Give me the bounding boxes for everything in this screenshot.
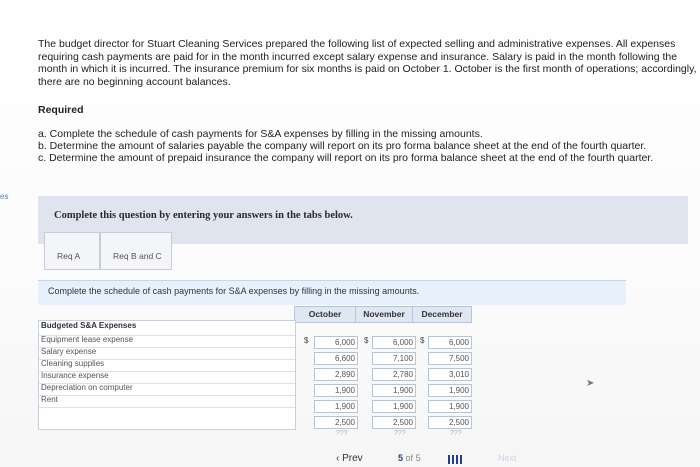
month-header-october: October <box>294 306 356 323</box>
divider <box>39 407 295 408</box>
nov-equipment-lease[interactable]: 6,000 <box>372 336 416 349</box>
dec-salary[interactable]: 7,500 <box>428 352 472 365</box>
month-header-december: December <box>412 306 472 323</box>
dec-insurance[interactable]: 1,900 <box>428 384 472 397</box>
dec-cleaning-supplies[interactable]: 3,010 <box>428 368 472 381</box>
dollar-sign: $ <box>420 336 425 345</box>
page-current: 5 <box>398 453 404 463</box>
nov-depreciation[interactable]: 1,900 <box>372 400 416 413</box>
dec-depreciation[interactable]: 1,900 <box>428 400 472 413</box>
nov-rent[interactable]: 2,500 <box>372 416 416 429</box>
total-mark: ??? <box>336 430 348 437</box>
section-title: Budgeted S&A Expenses <box>41 321 137 330</box>
tab-req-b-and-c-label: Req B and C <box>113 251 162 261</box>
row-label-depreciation: Depreciation on computer <box>41 383 133 392</box>
dec-rent[interactable]: 2,500 <box>428 416 472 429</box>
total-mark: ??? <box>450 430 462 437</box>
row-label-insurance: Insurance expense <box>41 371 109 380</box>
month-header-november: November <box>355 306 413 323</box>
page-indicator <box>398 453 421 463</box>
oct-salary[interactable]: 6,600 <box>314 352 358 365</box>
requirement-b: b. Determine the amount of salaries payable the company will report on its pro forma balance sheet at the end of the fourth quarter. <box>38 140 647 152</box>
tab-req-a[interactable] <box>44 232 100 270</box>
prev-button[interactable] <box>336 453 363 464</box>
dollar-sign: $ <box>304 336 309 345</box>
oct-insurance[interactable]: 1,900 <box>314 384 358 397</box>
row-label-rent: Rent <box>41 395 58 404</box>
next-button[interactable]: Next <box>498 453 517 463</box>
tab-req-b-and-c[interactable] <box>100 232 172 270</box>
page-of: of <box>405 453 414 463</box>
side-label: es <box>0 192 9 201</box>
requirement-a: a. Complete the schedule of cash payments for S&A expenses by filling in the missing amounts. <box>38 128 483 140</box>
required-heading: Required <box>38 104 84 116</box>
row-label-cleaning-supplies: Cleaning supplies <box>41 359 105 368</box>
oct-cleaning-supplies[interactable]: 2,890 <box>314 368 358 381</box>
grid-icon[interactable] <box>448 455 462 464</box>
oct-equipment-lease[interactable]: 6,000 <box>314 336 358 349</box>
total-mark: ??? <box>394 430 406 437</box>
sa-expenses-table <box>38 306 470 437</box>
sub-instruction-text: Complete the schedule of cash payments for S&A expenses by filling in the missing amounts. <box>48 286 420 296</box>
nov-cleaning-supplies[interactable]: 2,780 <box>372 368 416 381</box>
row-label-salary: Salary expense <box>41 347 97 356</box>
problem-intro: The budget director for Stuart Cleaning Services prepared the following list of expected selling and administrative expenses. All expenses requiring cash payments are paid for in the month incurred except salary expense and insurance. Salary is paid in the month following the month in which it is incurred. The insurance premium for six months is paid on October 1. October is the first month of operations; accordingly, there are no beginning account balances. <box>38 38 697 88</box>
chevron-left-icon: ‹ <box>336 453 340 464</box>
page-total: 5 <box>415 453 421 463</box>
dollar-sign: $ <box>364 336 369 345</box>
requirement-c: c. Determine the amount of prepaid insurance the company will report on its pro forma balance sheet at the end of the fourth quarter. <box>38 152 654 164</box>
cursor-icon: ➤ <box>586 378 595 389</box>
oct-rent[interactable]: 2,500 <box>314 416 358 429</box>
nov-salary[interactable]: 7,100 <box>372 352 416 365</box>
row-label-equipment-lease: Equipment lease expense <box>41 335 134 344</box>
prev-label: Prev <box>342 453 363 464</box>
oct-depreciation[interactable]: 1,900 <box>314 400 358 413</box>
nov-insurance[interactable]: 1,900 <box>372 384 416 397</box>
dec-equipment-lease[interactable]: 6,000 <box>428 336 472 349</box>
tab-req-a-label: Req A <box>57 251 81 261</box>
instruction-text: Complete this question by entering your answers in the tabs below. <box>54 210 353 221</box>
divider <box>39 395 295 396</box>
